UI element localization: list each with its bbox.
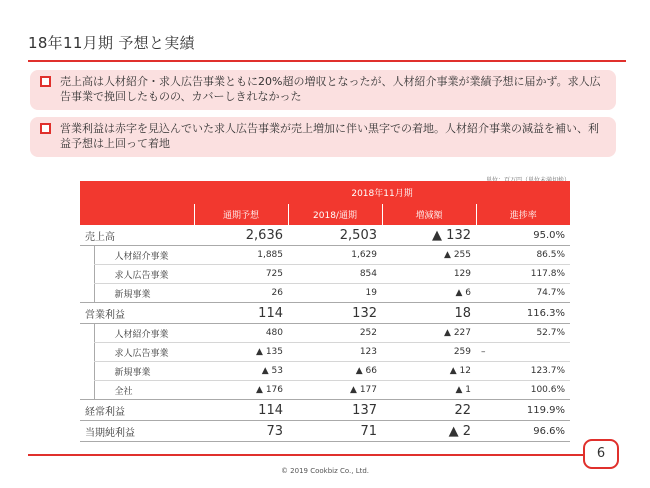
row-label: 人材紹介事業 xyxy=(94,246,194,265)
actual-cell: 19 xyxy=(288,284,382,303)
footer-divider xyxy=(28,454,584,456)
indent-cell xyxy=(80,343,94,362)
rate-cell: 117.8% xyxy=(476,265,570,284)
diff-cell: ▲ 12 xyxy=(382,362,476,381)
bullet-square-icon xyxy=(40,123,51,134)
copyright-text: © 2019 Cookbiz Co., Ltd. xyxy=(280,467,370,475)
actual-cell: ▲ 66 xyxy=(288,362,382,381)
diff-cell: ▲ 227 xyxy=(382,324,476,343)
table-row xyxy=(80,421,570,442)
actual-cell: ▲ 177 xyxy=(288,381,382,400)
header-rate: 進捗率 xyxy=(476,204,570,225)
forecast-cell: 1,885 xyxy=(194,246,288,265)
rate-cell: 52.7% xyxy=(476,324,570,343)
actual-cell: 1,629 xyxy=(288,246,382,265)
diff-cell: ▲ 132 xyxy=(382,225,476,246)
bullet-square-icon xyxy=(40,76,51,87)
forecast-cell: 114 xyxy=(194,303,288,324)
page-title: 18年11月期 予想と実績 xyxy=(28,34,195,52)
table-header-columns-row xyxy=(80,204,570,225)
header-blank-cell xyxy=(80,181,194,204)
forecast-cell: 26 xyxy=(194,284,288,303)
actual-cell: 2,503 xyxy=(288,225,382,246)
table-row xyxy=(80,362,570,381)
diff-cell: ▲ 1 xyxy=(382,381,476,400)
indent-cell xyxy=(80,265,94,284)
forecast-cell: 73 xyxy=(194,421,288,442)
table-row xyxy=(80,303,570,324)
indent-cell xyxy=(80,362,94,381)
forecast-cell: 725 xyxy=(194,265,288,284)
diff-cell: ▲ 2 xyxy=(382,421,476,442)
actual-cell: 123 xyxy=(288,343,382,362)
rate-cell: 100.6% xyxy=(476,381,570,400)
row-label: 営業利益 xyxy=(80,303,194,324)
table-body xyxy=(80,225,570,442)
rate-cell: – xyxy=(476,343,570,362)
rate-cell: 86.5% xyxy=(476,246,570,265)
header-actual: 2018/通期 xyxy=(288,204,382,225)
row-label: 求人広告事業 xyxy=(94,265,194,284)
row-label: 経常利益 xyxy=(80,400,194,421)
actual-cell: 854 xyxy=(288,265,382,284)
actual-cell: 132 xyxy=(288,303,382,324)
rate-cell: 95.0% xyxy=(476,225,570,246)
summary-note-text: 営業利益は赤字を見込んでいた求人広告事業が売上増加に伴い黒字での着地。人材紹介事業の減益を補い、利益予想は上回って着地 xyxy=(60,122,599,150)
actual-cell: 71 xyxy=(288,421,382,442)
row-label: 新規事業 xyxy=(94,362,194,381)
diff-cell: ▲ 255 xyxy=(382,246,476,265)
table-row xyxy=(80,284,570,303)
forecast-cell: 114 xyxy=(194,400,288,421)
table-row xyxy=(80,400,570,421)
summary-note-profit xyxy=(30,117,616,157)
indent-cell xyxy=(80,284,94,303)
forecast-cell: ▲ 135 xyxy=(194,343,288,362)
table-row xyxy=(80,324,570,343)
row-label: 求人広告事業 xyxy=(94,343,194,362)
diff-cell: 18 xyxy=(382,303,476,324)
header-blank-cell xyxy=(80,204,194,225)
summary-note-text: 売上高は人材紹介・求人広告事業ともに20%超の増収となったが、人材紹介事業が業績予想に届かず。求人広告事業で挽回したものの、カバーしきれなかった xyxy=(60,75,601,103)
row-label: 売上高 xyxy=(80,225,194,246)
page-number: 6 xyxy=(583,439,619,469)
forecast-cell: ▲ 53 xyxy=(194,362,288,381)
actual-cell: 137 xyxy=(288,400,382,421)
header-diff: 増減額 xyxy=(382,204,476,225)
header-forecast: 通期予想 xyxy=(194,204,288,225)
table-row xyxy=(80,381,570,400)
rate-cell: 116.3% xyxy=(476,303,570,324)
summary-note-sales xyxy=(30,70,616,110)
indent-cell xyxy=(80,324,94,343)
rate-cell: 74.7% xyxy=(476,284,570,303)
title-divider xyxy=(28,60,626,62)
table-row xyxy=(80,246,570,265)
row-label: 全社 xyxy=(94,381,194,400)
forecast-cell: 480 xyxy=(194,324,288,343)
row-label: 当期純利益 xyxy=(80,421,194,442)
rate-cell: 96.6% xyxy=(476,421,570,442)
table-header-period-row xyxy=(80,181,570,204)
header-period: 2018年11月期 xyxy=(194,181,570,204)
table-row xyxy=(80,265,570,284)
indent-cell xyxy=(80,246,94,265)
rate-cell: 119.9% xyxy=(476,400,570,421)
actual-cell: 252 xyxy=(288,324,382,343)
row-label: 新規事業 xyxy=(94,284,194,303)
forecast-vs-actual-table xyxy=(80,181,570,442)
row-label: 人材紹介事業 xyxy=(94,324,194,343)
indent-cell xyxy=(80,381,94,400)
forecast-cell: 2,636 xyxy=(194,225,288,246)
table-row xyxy=(80,225,570,246)
forecast-cell: ▲ 176 xyxy=(194,381,288,400)
rate-cell: 123.7% xyxy=(476,362,570,381)
diff-cell: 22 xyxy=(382,400,476,421)
diff-cell: 259 xyxy=(382,343,476,362)
table-row xyxy=(80,343,570,362)
diff-cell: ▲ 6 xyxy=(382,284,476,303)
diff-cell: 129 xyxy=(382,265,476,284)
